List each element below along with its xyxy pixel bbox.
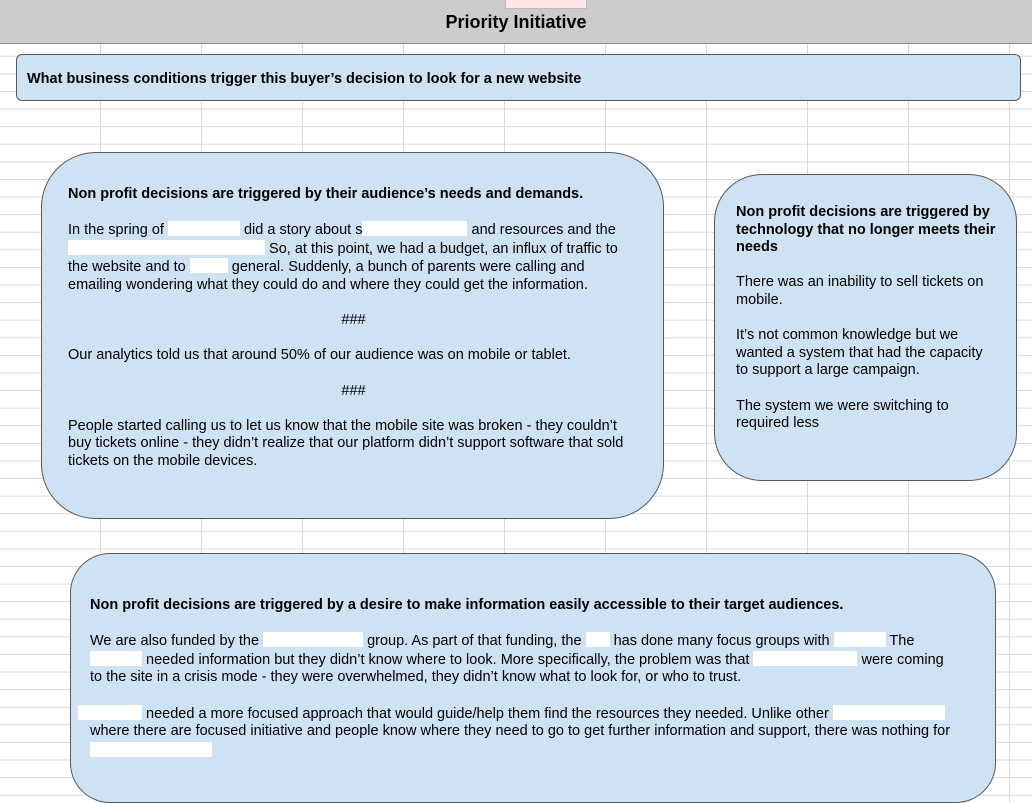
redacted-text <box>68 240 265 255</box>
paragraph <box>90 742 975 761</box>
box-heading: Non profit decisions are triggered by a desire to make information easily accessible to their target audiences. <box>90 597 844 613</box>
paragraph: where there are focused initiative and people know where they need to go to get further information and support, there was nothing for <box>90 723 951 740</box>
redacted-text <box>834 632 886 647</box>
redacted-text <box>753 651 857 666</box>
question-box <box>16 54 1021 101</box>
page-title: Priority Initiative <box>445 12 587 32</box>
paragraph: The system we were switching to required less <box>736 397 949 432</box>
redacted-text <box>90 742 212 757</box>
slide-title-bar <box>0 0 1032 44</box>
paragraph: In the spring of did a story about s and resources and the So, at this point, we had a budget, an influx of traffic to the website and to general. Suddenly, a bunch of parents were calling and emailing wondering what they could do and where they could get the information. <box>68 222 618 293</box>
redacted-text <box>78 705 142 720</box>
trigger-box-information <box>70 553 996 803</box>
paragraph: Our analytics told us that around 50% of our audience was on mobile or tablet. <box>68 347 571 364</box>
redacted-text <box>168 221 240 236</box>
separator: ### <box>341 382 366 399</box>
redacted-text <box>90 651 142 666</box>
paragraph: needed a more focused approach that would guide/help them find the resources they needed. Unlike other <box>78 705 975 724</box>
redacted-text <box>586 632 610 647</box>
paragraph: There was an inability to sell tickets on mobile. <box>736 274 984 308</box>
trigger-box-audience <box>41 152 664 519</box>
paragraph: It’s not common knowledge but we wanted a system that had the capacity to support a large campaign. <box>736 327 983 379</box>
box-heading: Non profit decisions are triggered by their audience’s needs and demands. <box>68 186 584 202</box>
separator: ### <box>341 312 366 329</box>
trigger-box-technology <box>714 174 1017 481</box>
paragraph: People started calling us to let us know that the mobile site was broken - they couldn’t buy tickets online - they didn’t realize that our platform didn’t support software that sold tickets on the mobile devices. <box>68 417 624 469</box>
redacted-text <box>362 221 467 236</box>
box-heading: Non profit decisions are triggered by technology that no longer meets their needs <box>736 204 996 256</box>
tab-stub <box>505 0 587 9</box>
paragraph: We are also funded by the group. As part of that funding, the has done many focus groups with The needed information but they didn’t know where to look. More specifically, the problem was that were coming to the site in a crisis mode - they were overwhelmed, they didn’t know what to look for, or who to trust. <box>90 633 944 686</box>
redacted-text <box>190 258 228 273</box>
redacted-text <box>833 705 945 720</box>
question-text: What business conditions trigger this buyer’s decision to look for a new website <box>27 71 582 87</box>
redacted-text <box>263 632 363 647</box>
